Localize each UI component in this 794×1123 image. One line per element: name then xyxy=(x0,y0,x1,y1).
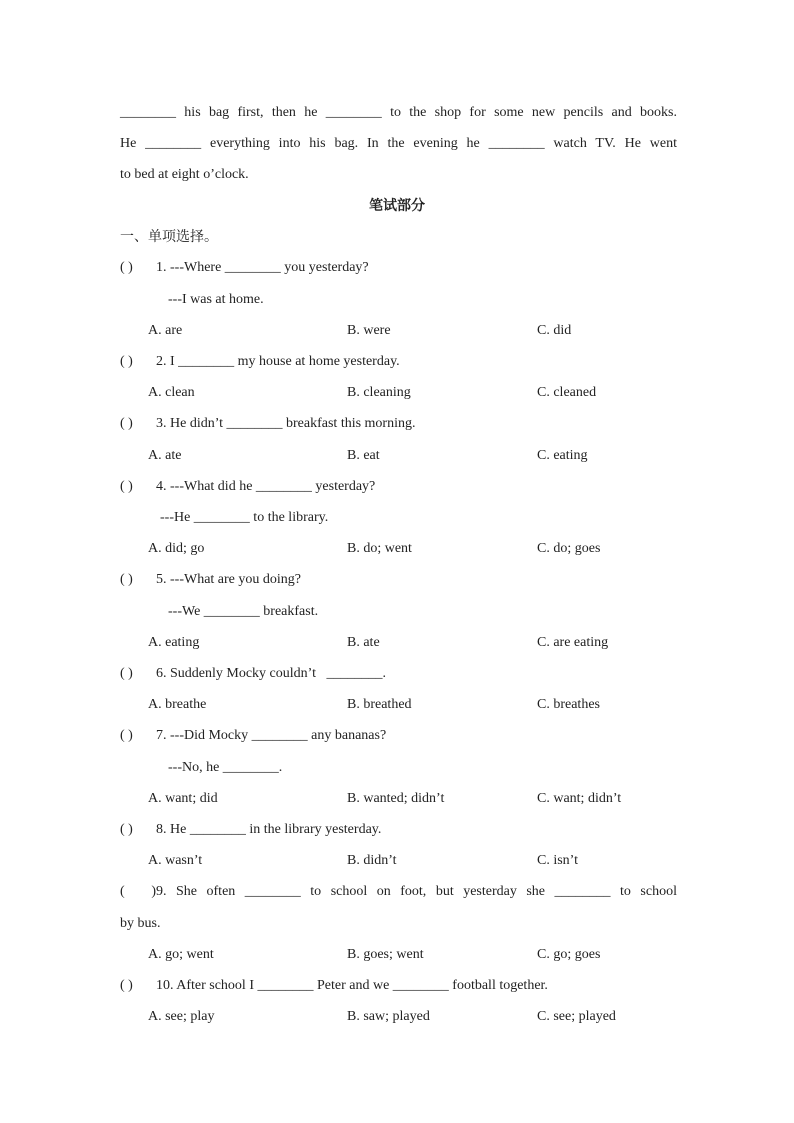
answer-bracket[interactable]: ( ) xyxy=(120,572,133,587)
question-7 xyxy=(120,727,386,745)
q4-option-c[interactable]: C. do; goes xyxy=(537,541,601,556)
question-8 xyxy=(120,821,381,839)
q3-option-c[interactable]: C. eating xyxy=(537,448,588,463)
question-9 xyxy=(120,883,677,901)
question-stem: 2. I ________ my house at home yesterday. xyxy=(156,354,400,369)
q9-option-b[interactable]: B. goes; went xyxy=(347,947,424,962)
question-7-sub: ---No, he ________. xyxy=(168,760,283,775)
q9-option-c[interactable]: C. go; goes xyxy=(537,947,601,962)
question-stem: 10. After school I ________ Peter and we ________ football together. xyxy=(156,978,548,993)
q8-option-a[interactable]: A. wasn’t xyxy=(148,853,203,868)
question-4 xyxy=(120,478,375,496)
question-1 xyxy=(120,259,369,277)
answer-bracket[interactable]: ( ) xyxy=(120,978,133,993)
passage-line-3: to bed at eight o’clock. xyxy=(120,167,249,182)
answer-bracket[interactable]: ( ) xyxy=(120,884,156,899)
answer-bracket[interactable]: ( ) xyxy=(120,728,133,743)
q6-option-b[interactable]: B. breathed xyxy=(347,697,412,712)
question-stem: 4. ---What did he ________ yesterday? xyxy=(156,479,376,494)
question-stem: 5. ---What are you doing? xyxy=(156,572,301,587)
question-stem: 6. Suddenly Mocky couldn’t ________. xyxy=(156,666,386,681)
answer-bracket[interactable]: ( ) xyxy=(120,479,133,494)
q10-option-b[interactable]: B. saw; played xyxy=(347,1009,430,1024)
answer-bracket[interactable]: ( ) xyxy=(120,354,133,369)
question-stem: 7. ---Did Mocky ________ any bananas? xyxy=(156,728,387,743)
q3-option-a[interactable]: A. ate xyxy=(148,448,182,463)
q4-option-b[interactable]: B. do; went xyxy=(347,541,412,556)
q10-option-c[interactable]: C. see; played xyxy=(537,1009,616,1024)
passage-line-2: He ________ everything into his bag. In the evening he ________ watch TV. He went xyxy=(120,136,677,151)
question-stem: 1. ---Where ________ you yesterday? xyxy=(156,260,369,275)
section-title: 笔试部分 xyxy=(369,198,425,214)
q7-option-c[interactable]: C. want; didn’t xyxy=(537,791,622,806)
question-3 xyxy=(120,415,416,433)
passage-line-1: ________ his bag first, then he ________ to the shop for some new pencils and books. xyxy=(120,105,677,120)
part-heading: 一、单项选择。 xyxy=(120,229,218,245)
question-stem: 9. She often ________ to school on foot, but yesterday she ________ to school xyxy=(156,884,677,899)
q6-option-c[interactable]: C. breathes xyxy=(537,697,600,712)
question-6 xyxy=(120,665,386,683)
question-4-sub: ---He ________ to the library. xyxy=(160,510,329,525)
q3-option-b[interactable]: B. eat xyxy=(347,448,380,463)
q5-option-b[interactable]: B. ate xyxy=(347,635,380,650)
q2-option-a[interactable]: A. clean xyxy=(148,385,195,400)
q5-option-a[interactable]: A. eating xyxy=(148,635,200,650)
answer-bracket[interactable]: ( ) xyxy=(120,822,133,837)
question-5-sub: ---We ________ breakfast. xyxy=(168,604,319,619)
question-9-cont: by bus. xyxy=(120,916,161,931)
q4-option-a[interactable]: A. did; go xyxy=(148,541,205,556)
q9-option-a[interactable]: A. go; went xyxy=(148,947,214,962)
answer-bracket[interactable]: ( ) xyxy=(120,416,133,431)
question-5 xyxy=(120,571,301,589)
q8-option-c[interactable]: C. isn’t xyxy=(537,853,578,868)
question-2 xyxy=(120,353,400,371)
q8-option-b[interactable]: B. didn’t xyxy=(347,853,397,868)
question-stem: 8. He ________ in the library yesterday. xyxy=(156,822,382,837)
q1-option-b[interactable]: B. were xyxy=(347,323,391,338)
question-stem: 3. He didn’t ________ breakfast this morning. xyxy=(156,416,416,431)
q2-option-b[interactable]: B. cleaning xyxy=(347,385,411,400)
q7-option-b[interactable]: B. wanted; didn’t xyxy=(347,791,445,806)
q5-option-c[interactable]: C. are eating xyxy=(537,635,609,650)
q1-option-c[interactable]: C. did xyxy=(537,323,572,338)
q10-option-a[interactable]: A. see; play xyxy=(148,1009,215,1024)
question-1-sub: ---I was at home. xyxy=(168,292,264,307)
q1-option-a[interactable]: A. are xyxy=(148,323,183,338)
q7-option-a[interactable]: A. want; did xyxy=(148,791,218,806)
q6-option-a[interactable]: A. breathe xyxy=(148,697,207,712)
answer-bracket[interactable]: ( ) xyxy=(120,260,133,275)
answer-bracket[interactable]: ( ) xyxy=(120,666,133,681)
question-10 xyxy=(120,977,548,995)
q2-option-c[interactable]: C. cleaned xyxy=(537,385,597,400)
